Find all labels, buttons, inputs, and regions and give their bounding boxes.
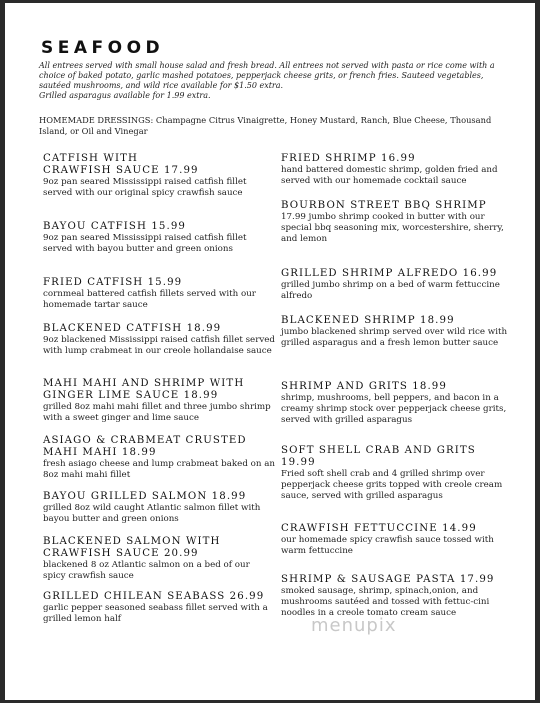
item-name: FRIED SHRIMP 16.99: [281, 153, 416, 164]
menu-item: [281, 200, 511, 245]
item-desc: grilled 8oz mahi mahi fillet and three jumbo shrimp with a sweet ginger and lime sauce: [43, 401, 271, 423]
item-desc: fresh asiago cheese and lump crabmeat baked on an 8oz mahi mahi fillet: [43, 458, 276, 480]
item-desc: blackened 8 oz Atlantic salmon on a bed of our spicy crawfish sauce: [43, 559, 250, 581]
menu-item: [281, 315, 511, 349]
item-desc: smoked sausage, shrimp, spinach,onion, and mushrooms sautéed and tossed with fettuc-cini noodles in a creole tomato cream sauce: [281, 585, 490, 619]
item-desc: 17.99 jumbo shrimp cooked in butter with our special bbq seasoning mix, worcestershire, sherry, and lemon: [281, 211, 504, 245]
menu-item: [43, 153, 275, 199]
item-name: CRAWFISH FETTUCCINE 14.99: [281, 523, 477, 534]
menu-item: [281, 445, 511, 502]
menu-item: [281, 574, 511, 619]
intro-line-1: All entrees served with small house salad and fresh bread. All entrees not served with pasta or rice come with a choice of baked potato, garlic mashed potatoes, pepperjack cheese grits, or french fries. Sauteed vegetables, sautéed mushrooms, and wild rice available for $1.50 extra.: [39, 61, 495, 90]
menu-item: [43, 536, 275, 582]
item-name: MAHI MAHI AND SHRIMP WITH GINGER LIME SAUCE 18.99: [43, 378, 245, 401]
watermark: menupix: [311, 615, 397, 636]
dressings-note: HOMEMADE DRESSINGS: Champagne Citrus Vinaigrette, Honey Mustard, Ranch, Blue Cheese, Thousand Island, or Oil and Vinegar: [39, 115, 492, 136]
menu-page: [5, 3, 535, 700]
intro-line-2: Grilled asparagus available for 1.99 extra.: [39, 91, 211, 100]
item-name: GRILLED CHILEAN SEABASS 26.99: [43, 591, 265, 602]
intro-note: [39, 61, 509, 101]
item-name: BAYOU GRILLED SALMON 18.99: [43, 491, 247, 502]
menu-item: [43, 323, 275, 357]
item-name: GRILLED SHRIMP ALFREDO 16.99: [281, 268, 498, 279]
item-desc: 9oz pan seared Mississippi raised catfish fillet served with our original spicy crawfish sauce: [43, 176, 247, 198]
item-name: SHRIMP & SAUSAGE PASTA 17.99: [281, 574, 495, 585]
item-desc: jumbo blackened shrimp served over wild rice with grilled asparagus and a fresh lemon butter sauce: [281, 326, 508, 348]
item-desc: 9oz blackened Mississippi raised catfish fillet served with lump crabmeat in our creole hollandaise sauce: [43, 334, 275, 356]
item-desc: garlic pepper seasoned seabass fillet served with a grilled lemon half: [43, 602, 268, 624]
menu-item: [281, 268, 511, 302]
menu-item: [43, 491, 275, 525]
item-name: SHRIMP AND GRITS 18.99: [281, 381, 447, 392]
menu-item: [43, 591, 275, 625]
item-name: BLACKENED SHRIMP 18.99: [281, 315, 455, 326]
menu-item: [43, 221, 275, 255]
menu-item: [281, 153, 511, 187]
menu-item: [43, 378, 275, 424]
item-name: CATFISH WITH CRAWFISH SAUCE 17.99: [43, 153, 199, 176]
menu-item: [43, 435, 275, 481]
item-desc: 9oz pan seared Mississippi raised catfish fillet served with bayou butter and green onions: [43, 232, 247, 254]
menu-item: [43, 277, 275, 311]
item-desc: shrimp, mushrooms, bell peppers, and bacon in a creamy shrimp stock over pepperjack cheese grits, served with grilled asparagus: [281, 392, 507, 426]
item-name: SOFT SHELL CRAB AND GRITS 19.99: [281, 445, 476, 468]
item-name: BOURBON STREET BBQ SHRIMP: [281, 200, 487, 211]
item-name: BAYOU CATFISH 15.99: [43, 221, 186, 232]
item-name: BLACKENED SALMON WITH CRAWFISH SAUCE 20.99: [43, 536, 221, 559]
item-name: ASIAGO & CRABMEAT CRUSTED MAHI MAHI 18.99: [43, 435, 247, 458]
item-name: FRIED CATFISH 15.99: [43, 277, 183, 288]
item-name: BLACKENED CATFISH 18.99: [43, 323, 222, 334]
item-desc: cornmeal battered catfish fillets served with our homemade tartar sauce: [43, 288, 256, 310]
item-desc: Fried soft shell crab and 4 grilled shrimp over pepperjack cheese grits topped with creole cream sauce, served with grilled asparagus: [281, 468, 503, 501]
item-desc: grilled 8oz wild caught Atlantic salmon fillet with bayou butter and green onions: [43, 502, 261, 524]
menu-item: [281, 523, 511, 557]
menu-item: [281, 381, 511, 426]
item-desc: hand battered domestic shrimp, golden fried and served with our homemade cocktail sauce: [281, 164, 498, 186]
item-desc: our homemade spicy crawfish sauce tossed with warm fettuccine: [281, 534, 494, 556]
section-title: SEAFOOD: [41, 38, 165, 58]
item-desc: grilled jumbo shrimp on a bed of warm fettuccine alfredo: [281, 279, 500, 301]
